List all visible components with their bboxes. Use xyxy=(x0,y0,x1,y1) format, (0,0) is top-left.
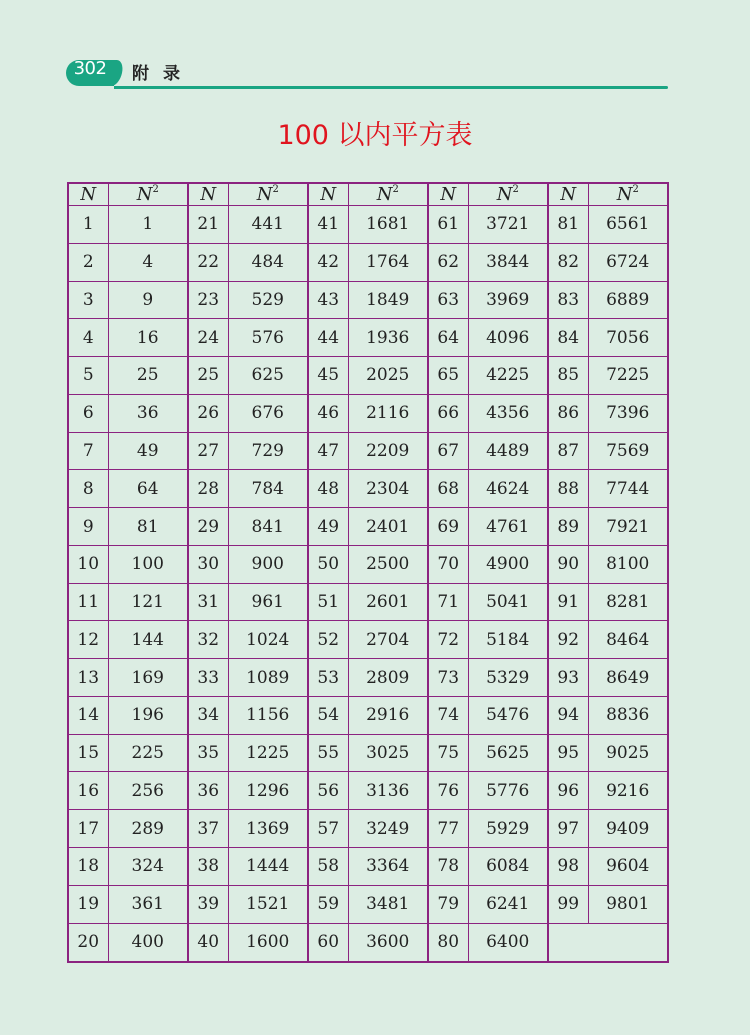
header-n: N xyxy=(548,183,588,206)
header-n-squared: $N^2$ xyxy=(468,183,548,206)
cell-square: 289 xyxy=(108,810,188,848)
cell-n: 27 xyxy=(188,432,228,470)
table-row xyxy=(68,432,668,470)
cell-n: 52 xyxy=(308,621,348,659)
cell-square: 1296 xyxy=(228,772,308,810)
cell-square: 1089 xyxy=(228,659,308,697)
cell-square: 9604 xyxy=(588,848,668,886)
cell-square: 7569 xyxy=(588,432,668,470)
header-exponent: 2 xyxy=(392,184,399,195)
cell-square: 5776 xyxy=(468,772,548,810)
cell-n: 6 xyxy=(68,394,108,432)
cell-n: 36 xyxy=(188,772,228,810)
cell-n: 92 xyxy=(548,621,588,659)
table-body xyxy=(68,206,668,963)
cell-square: 49 xyxy=(108,432,188,470)
header-rule xyxy=(114,86,668,89)
cell-square: 9 xyxy=(108,281,188,319)
table-row xyxy=(68,659,668,697)
cell-square: 3136 xyxy=(348,772,428,810)
cell-n: 77 xyxy=(428,810,468,848)
table-row xyxy=(68,357,668,395)
cell-square: 4489 xyxy=(468,432,548,470)
cell-square: 8281 xyxy=(588,583,668,621)
cell-n: 98 xyxy=(548,848,588,886)
table-row xyxy=(68,394,668,432)
cell-n: 91 xyxy=(548,583,588,621)
table-header-row xyxy=(68,183,668,206)
cell-n: 85 xyxy=(548,357,588,395)
cell-square: 5476 xyxy=(468,696,548,734)
cell-n: 15 xyxy=(68,734,108,772)
cell-n: 78 xyxy=(428,848,468,886)
cell-n: 10 xyxy=(68,545,108,583)
cell-n: 73 xyxy=(428,659,468,697)
cell-square: 196 xyxy=(108,696,188,734)
cell-n: 43 xyxy=(308,281,348,319)
cell-square: 625 xyxy=(228,357,308,395)
cell-n: 86 xyxy=(548,394,588,432)
cell-square: 4 xyxy=(108,243,188,281)
cell-square: 6561 xyxy=(588,206,668,244)
cell-n: 39 xyxy=(188,885,228,923)
cell-n: 82 xyxy=(548,243,588,281)
cell-square: 4761 xyxy=(468,508,548,546)
cell-square: 900 xyxy=(228,545,308,583)
cell-n: 45 xyxy=(308,357,348,395)
cell-n: 13 xyxy=(68,659,108,697)
cell-square: 1936 xyxy=(348,319,428,357)
cell-square: 3721 xyxy=(468,206,548,244)
cell-n: 65 xyxy=(428,357,468,395)
cell-n: 68 xyxy=(428,470,468,508)
cell-n: 59 xyxy=(308,885,348,923)
header-n-squared: $N^2$ xyxy=(348,183,428,206)
cell-n: 57 xyxy=(308,810,348,848)
cell-square: 6400 xyxy=(468,923,548,962)
cell-n: 31 xyxy=(188,583,228,621)
cell-n: 30 xyxy=(188,545,228,583)
cell-square: 4225 xyxy=(468,357,548,395)
header-n: N xyxy=(308,183,348,206)
header-exponent: 2 xyxy=(512,184,519,195)
cell-square: 7225 xyxy=(588,357,668,395)
cell-square: 100 xyxy=(108,545,188,583)
cell-square: 2809 xyxy=(348,659,428,697)
table-row xyxy=(68,885,668,923)
table-row xyxy=(68,583,668,621)
cell-square: 324 xyxy=(108,848,188,886)
header-n-squared: $N^2$ xyxy=(228,183,308,206)
cell-square: 1369 xyxy=(228,810,308,848)
cell-n: 34 xyxy=(188,696,228,734)
cell-square: 529 xyxy=(228,281,308,319)
cell-n: 44 xyxy=(308,319,348,357)
header-n: N xyxy=(188,183,228,206)
cell-n: 63 xyxy=(428,281,468,319)
cell-square: 64 xyxy=(108,470,188,508)
table-row xyxy=(68,923,668,962)
cell-n: 69 xyxy=(428,508,468,546)
cell-square: 2401 xyxy=(348,508,428,546)
cell-n: 87 xyxy=(548,432,588,470)
cell-n: 58 xyxy=(308,848,348,886)
cell-square: 8464 xyxy=(588,621,668,659)
header-n-squared: $N^2$ xyxy=(588,183,668,206)
cell-n: 72 xyxy=(428,621,468,659)
cell-square: 4356 xyxy=(468,394,548,432)
cell-square: 1444 xyxy=(228,848,308,886)
cell-n: 42 xyxy=(308,243,348,281)
cell-n: 29 xyxy=(188,508,228,546)
cell-square: 5625 xyxy=(468,734,548,772)
cell-n: 81 xyxy=(548,206,588,244)
cell-n: 99 xyxy=(548,885,588,923)
cell-n: 21 xyxy=(188,206,228,244)
cell-square: 6084 xyxy=(468,848,548,886)
cell-n: 55 xyxy=(308,734,348,772)
cell-n: 64 xyxy=(428,319,468,357)
cell-square: 1849 xyxy=(348,281,428,319)
cell-n: 97 xyxy=(548,810,588,848)
table-row xyxy=(68,848,668,886)
cell-n: 26 xyxy=(188,394,228,432)
cell-square: 7921 xyxy=(588,508,668,546)
cell-square: 1 xyxy=(108,206,188,244)
cell-square: 9025 xyxy=(588,734,668,772)
cell-square: 3249 xyxy=(348,810,428,848)
cell-n: 18 xyxy=(68,848,108,886)
cell-n: 11 xyxy=(68,583,108,621)
cell-square: 1764 xyxy=(348,243,428,281)
cell-square: 2500 xyxy=(348,545,428,583)
cell-square: 7396 xyxy=(588,394,668,432)
table-row xyxy=(68,281,668,319)
cell-n: 12 xyxy=(68,621,108,659)
header-exponent: 2 xyxy=(272,184,279,195)
cell-square: 4624 xyxy=(468,470,548,508)
table-row xyxy=(68,206,668,244)
cell-n: 33 xyxy=(188,659,228,697)
cell-n: 22 xyxy=(188,243,228,281)
cell-n: 38 xyxy=(188,848,228,886)
cell-n: 84 xyxy=(548,319,588,357)
cell-square: 1225 xyxy=(228,734,308,772)
table-row xyxy=(68,772,668,810)
cell-n: 49 xyxy=(308,508,348,546)
cell-n: 74 xyxy=(428,696,468,734)
cell-n: 3 xyxy=(68,281,108,319)
cell-square: 144 xyxy=(108,621,188,659)
cell-square: 169 xyxy=(108,659,188,697)
cell-square: 7056 xyxy=(588,319,668,357)
cell-square: 8100 xyxy=(588,545,668,583)
cell-n: 35 xyxy=(188,734,228,772)
cell-square: 9801 xyxy=(588,885,668,923)
cell-square: 3025 xyxy=(348,734,428,772)
table-row xyxy=(68,508,668,546)
cell-n: 4 xyxy=(68,319,108,357)
cell-n: 76 xyxy=(428,772,468,810)
cell-square: 1681 xyxy=(348,206,428,244)
cell-n: 2 xyxy=(68,243,108,281)
cell-square: 4900 xyxy=(468,545,548,583)
table-row xyxy=(68,734,668,772)
cell-square: 5184 xyxy=(468,621,548,659)
cell-n: 37 xyxy=(188,810,228,848)
cell-n: 94 xyxy=(548,696,588,734)
cell-square: 1521 xyxy=(228,885,308,923)
cell-n: 54 xyxy=(308,696,348,734)
cell-square: 576 xyxy=(228,319,308,357)
cell-square: 5929 xyxy=(468,810,548,848)
cell-square: 3844 xyxy=(468,243,548,281)
cell-square: 676 xyxy=(228,394,308,432)
page-number: 302 xyxy=(73,58,107,79)
cell-square: 5329 xyxy=(468,659,548,697)
cell-square: 36 xyxy=(108,394,188,432)
cell-n: 79 xyxy=(428,885,468,923)
cell-n: 70 xyxy=(428,545,468,583)
cell-n: 23 xyxy=(188,281,228,319)
cell-n: 66 xyxy=(428,394,468,432)
cell-square: 961 xyxy=(228,583,308,621)
cell-n: 71 xyxy=(428,583,468,621)
cell-square: 3481 xyxy=(348,885,428,923)
cell-n: 88 xyxy=(548,470,588,508)
cell-n: 9 xyxy=(68,508,108,546)
cell-n: 41 xyxy=(308,206,348,244)
cell-square: 8649 xyxy=(588,659,668,697)
table-row xyxy=(68,470,668,508)
empty-cell xyxy=(548,923,668,962)
cell-square: 841 xyxy=(228,508,308,546)
cell-square: 16 xyxy=(108,319,188,357)
cell-n: 20 xyxy=(68,923,108,962)
cell-square: 25 xyxy=(108,357,188,395)
header-n: N xyxy=(68,183,108,206)
cell-n: 5 xyxy=(68,357,108,395)
cell-n: 16 xyxy=(68,772,108,810)
cell-n: 95 xyxy=(548,734,588,772)
cell-square: 1156 xyxy=(228,696,308,734)
cell-n: 28 xyxy=(188,470,228,508)
cell-n: 90 xyxy=(548,545,588,583)
cell-square: 2209 xyxy=(348,432,428,470)
cell-n: 46 xyxy=(308,394,348,432)
page-title: 100 以内平方表 xyxy=(277,120,473,151)
cell-n: 80 xyxy=(428,923,468,962)
header-n: N xyxy=(428,183,468,206)
header-exponent: 2 xyxy=(632,184,639,195)
cell-square: 121 xyxy=(108,583,188,621)
squares-table xyxy=(67,182,669,963)
table-row xyxy=(68,810,668,848)
cell-square: 5041 xyxy=(468,583,548,621)
cell-n: 53 xyxy=(308,659,348,697)
header-exponent: 2 xyxy=(152,184,159,195)
cell-square: 3600 xyxy=(348,923,428,962)
table-row xyxy=(68,696,668,734)
cell-square: 6724 xyxy=(588,243,668,281)
cell-n: 1 xyxy=(68,206,108,244)
cell-square: 225 xyxy=(108,734,188,772)
cell-n: 89 xyxy=(548,508,588,546)
cell-square: 2916 xyxy=(348,696,428,734)
cell-square: 400 xyxy=(108,923,188,962)
cell-square: 2116 xyxy=(348,394,428,432)
cell-square: 6241 xyxy=(468,885,548,923)
cell-square: 1024 xyxy=(228,621,308,659)
table-row xyxy=(68,319,668,357)
cell-square: 2601 xyxy=(348,583,428,621)
cell-n: 83 xyxy=(548,281,588,319)
cell-n: 56 xyxy=(308,772,348,810)
cell-square: 7744 xyxy=(588,470,668,508)
cell-n: 48 xyxy=(308,470,348,508)
cell-n: 67 xyxy=(428,432,468,470)
section-label: 附录 xyxy=(132,64,194,84)
cell-n: 25 xyxy=(188,357,228,395)
cell-n: 14 xyxy=(68,696,108,734)
cell-n: 24 xyxy=(188,319,228,357)
cell-square: 256 xyxy=(108,772,188,810)
cell-square: 9409 xyxy=(588,810,668,848)
cell-square: 484 xyxy=(228,243,308,281)
table-row xyxy=(68,545,668,583)
cell-n: 50 xyxy=(308,545,348,583)
cell-square: 1600 xyxy=(228,923,308,962)
cell-n: 32 xyxy=(188,621,228,659)
cell-n: 17 xyxy=(68,810,108,848)
table-row xyxy=(68,621,668,659)
cell-square: 81 xyxy=(108,508,188,546)
cell-square: 784 xyxy=(228,470,308,508)
cell-n: 61 xyxy=(428,206,468,244)
cell-square: 729 xyxy=(228,432,308,470)
cell-square: 4096 xyxy=(468,319,548,357)
cell-square: 9216 xyxy=(588,772,668,810)
cell-n: 93 xyxy=(548,659,588,697)
cell-square: 361 xyxy=(108,885,188,923)
cell-n: 96 xyxy=(548,772,588,810)
cell-square: 3969 xyxy=(468,281,548,319)
cell-square: 2025 xyxy=(348,357,428,395)
cell-square: 2704 xyxy=(348,621,428,659)
cell-n: 19 xyxy=(68,885,108,923)
page-header xyxy=(66,56,668,92)
cell-square: 2304 xyxy=(348,470,428,508)
table-row xyxy=(68,243,668,281)
header-n-squared: $N^2$ xyxy=(108,183,188,206)
cell-n: 75 xyxy=(428,734,468,772)
cell-n: 7 xyxy=(68,432,108,470)
cell-square: 6889 xyxy=(588,281,668,319)
cell-n: 40 xyxy=(188,923,228,962)
cell-square: 3364 xyxy=(348,848,428,886)
cell-square: 441 xyxy=(228,206,308,244)
cell-n: 8 xyxy=(68,470,108,508)
cell-n: 60 xyxy=(308,923,348,962)
cell-n: 62 xyxy=(428,243,468,281)
cell-square: 8836 xyxy=(588,696,668,734)
cell-n: 51 xyxy=(308,583,348,621)
cell-n: 47 xyxy=(308,432,348,470)
